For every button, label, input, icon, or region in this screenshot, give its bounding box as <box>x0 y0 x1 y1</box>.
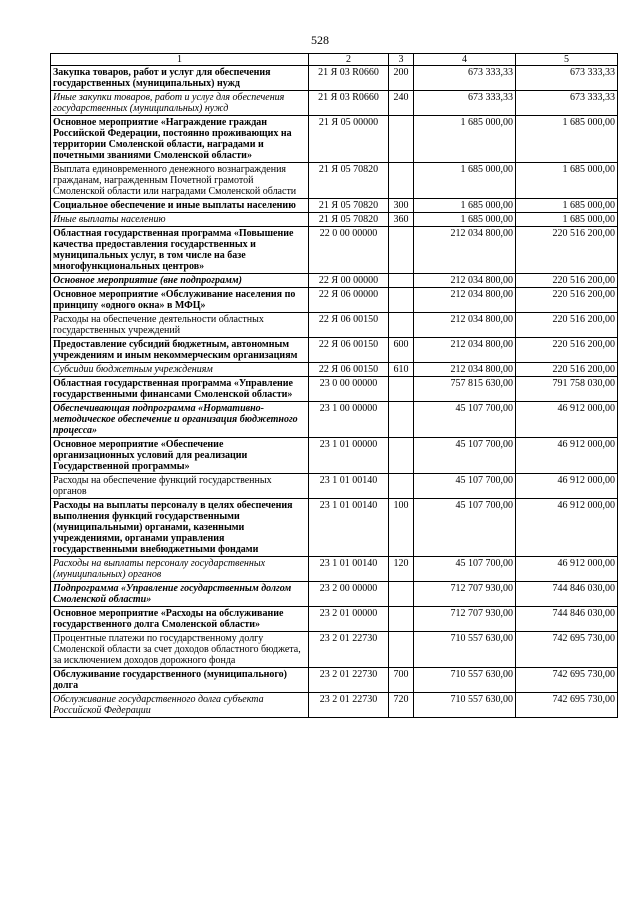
row-amount-2019-cell: 212 034 800,00 <box>414 363 516 377</box>
row-name-cell: Основное мероприятие «Обеспечение организационных условий для реализации Государственной программы» <box>51 438 309 474</box>
table-row <box>51 693 618 718</box>
table-row <box>51 274 618 288</box>
row-amount-2020-cell: 742 695 730,00 <box>516 632 618 668</box>
row-amount-2020-cell: 744 846 030,00 <box>516 607 618 632</box>
row-type-cell: 600 <box>389 338 414 363</box>
row-name-cell: Основное мероприятие «Награждение граждан Российской Федерации, постоянно проживающих на территории Смоленской области, наградами и почетными званиями Смоленской области» <box>51 116 309 163</box>
row-code-cell: 21 Я 05 70820 <box>309 213 389 227</box>
row-type-cell <box>389 274 414 288</box>
row-type-cell <box>389 402 414 438</box>
table-row <box>51 227 618 274</box>
row-code-cell: 22 Я 06 00150 <box>309 363 389 377</box>
row-amount-2019-cell: 757 815 630,00 <box>414 377 516 402</box>
row-amount-2019-cell: 1 685 000,00 <box>414 213 516 227</box>
row-type-cell <box>389 632 414 668</box>
row-type-cell <box>389 227 414 274</box>
row-name-cell: Предоставление субсидий бюджетным, автономным учреждениям и иным некоммерческим организациям <box>51 338 309 363</box>
row-type-cell: 360 <box>389 213 414 227</box>
budget-table <box>50 53 618 718</box>
row-code-cell: 21 Я 05 70820 <box>309 199 389 213</box>
row-name-cell: Расходы на обеспечение функций государственных органов <box>51 474 309 499</box>
row-code-cell: 23 1 00 00000 <box>309 402 389 438</box>
row-code-cell: 23 1 01 00000 <box>309 438 389 474</box>
row-amount-2019-cell: 710 557 630,00 <box>414 668 516 693</box>
row-amount-2019-cell: 1 685 000,00 <box>414 163 516 199</box>
row-amount-2019-cell: 45 107 700,00 <box>414 474 516 499</box>
row-type-cell: 100 <box>389 499 414 557</box>
row-code-cell: 21 Я 05 00000 <box>309 116 389 163</box>
row-amount-2020-cell: 46 912 000,00 <box>516 499 618 557</box>
row-type-cell: 700 <box>389 668 414 693</box>
row-name-cell: Подпрограмма «Управление государственным долгом Смоленской области» <box>51 582 309 607</box>
row-name-cell: Субсидии бюджетным учреждениям <box>51 363 309 377</box>
table-row <box>51 377 618 402</box>
table-row <box>51 438 618 474</box>
row-code-cell: 23 0 00 00000 <box>309 377 389 402</box>
table-row <box>51 402 618 438</box>
table-row <box>51 213 618 227</box>
row-code-cell: 23 2 01 22730 <box>309 668 389 693</box>
row-amount-2020-cell: 791 758 030,00 <box>516 377 618 402</box>
row-name-cell: Основное мероприятие (вне подпрограмм) <box>51 274 309 288</box>
row-code-cell: 22 Я 06 00150 <box>309 338 389 363</box>
row-name-cell: Расходы на выплаты персоналу в целях обеспечения выполнения функций государственными (муниципальными) органами, казенными учреждениями, органами управления государственными внебюджетными фондами <box>51 499 309 557</box>
row-name-cell: Основное мероприятие «Обслуживание населения по принципу «одного окна» в МФЦ» <box>51 288 309 313</box>
row-type-cell <box>389 377 414 402</box>
row-amount-2020-cell: 220 516 200,00 <box>516 363 618 377</box>
row-amount-2020-cell: 46 912 000,00 <box>516 474 618 499</box>
row-amount-2019-cell: 1 685 000,00 <box>414 199 516 213</box>
table-row <box>51 91 618 116</box>
row-code-cell: 23 1 01 00140 <box>309 474 389 499</box>
row-type-cell <box>389 288 414 313</box>
row-amount-2019-cell: 45 107 700,00 <box>414 438 516 474</box>
page-number: 528 <box>311 33 329 47</box>
row-amount-2019-cell: 45 107 700,00 <box>414 402 516 438</box>
row-name-cell: Процентные платежи по государственному долгу Смоленской области за счет доходов областного бюджета, за исключением доходов дорожного фонда <box>51 632 309 668</box>
row-code-cell: 23 2 01 22730 <box>309 693 389 718</box>
row-amount-2019-cell: 212 034 800,00 <box>414 288 516 313</box>
table-row <box>51 163 618 199</box>
row-code-cell: 21 Я 05 70820 <box>309 163 389 199</box>
row-name-cell: Иные выплаты населению <box>51 213 309 227</box>
row-amount-2019-cell: 212 034 800,00 <box>414 227 516 274</box>
row-code-cell: 22 0 00 00000 <box>309 227 389 274</box>
row-code-cell: 22 Я 06 00150 <box>309 313 389 338</box>
row-type-cell: 200 <box>389 66 414 91</box>
row-code-cell: 23 2 01 00000 <box>309 607 389 632</box>
row-type-cell <box>389 474 414 499</box>
row-amount-2019-cell: 673 333,33 <box>414 66 516 91</box>
row-code-cell: 23 1 01 00140 <box>309 499 389 557</box>
row-name-cell: Обслуживание государственного долга субъекта Российской Федерации <box>51 693 309 718</box>
column-header-5: 5 <box>516 54 618 66</box>
table-row <box>51 499 618 557</box>
row-type-cell <box>389 607 414 632</box>
row-type-cell <box>389 438 414 474</box>
column-header-1: 1 <box>51 54 309 66</box>
row-code-cell: 22 Я 00 00000 <box>309 274 389 288</box>
column-number-row <box>51 54 618 66</box>
row-type-cell: 610 <box>389 363 414 377</box>
row-amount-2020-cell: 220 516 200,00 <box>516 338 618 363</box>
table-body <box>51 66 618 718</box>
table-row <box>51 582 618 607</box>
row-code-cell: 23 2 01 22730 <box>309 632 389 668</box>
column-header-3: 3 <box>389 54 414 66</box>
row-name-cell: Областная государственная программа «Повышение качества предоставления государственных и муниципальных услуг, в том числе на базе многофункциональных центров» <box>51 227 309 274</box>
table-row <box>51 363 618 377</box>
row-code-cell: 22 Я 06 00000 <box>309 288 389 313</box>
row-name-cell: Обеспечивающая подпрограмма «Нормативно-методическое обеспечение и организация бюджетного процесса» <box>51 402 309 438</box>
row-amount-2020-cell: 220 516 200,00 <box>516 227 618 274</box>
row-code-cell: 21 Я 03 R0660 <box>309 91 389 116</box>
row-amount-2020-cell: 1 685 000,00 <box>516 163 618 199</box>
row-amount-2020-cell: 1 685 000,00 <box>516 116 618 163</box>
table-row <box>51 557 618 582</box>
row-name-cell: Обслуживание государственного (муниципального) долга <box>51 668 309 693</box>
row-amount-2019-cell: 712 707 930,00 <box>414 582 516 607</box>
column-header-4: 4 <box>414 54 516 66</box>
row-name-cell: Областная государственная программа «Управление государственными финансами Смоленской области» <box>51 377 309 402</box>
table-row <box>51 199 618 213</box>
table-row <box>51 66 618 91</box>
row-name-cell: Выплата единовременного денежного вознаграждения гражданам, награжденным Почетной грамотой Смоленской области или наградами Смоленской области <box>51 163 309 199</box>
row-amount-2020-cell: 220 516 200,00 <box>516 274 618 288</box>
row-name-cell: Основное мероприятие «Расходы на обслуживание государственного долга Смоленской области» <box>51 607 309 632</box>
row-amount-2020-cell: 46 912 000,00 <box>516 402 618 438</box>
row-name-cell: Расходы на выплаты персоналу государственных (муниципальных) органов <box>51 557 309 582</box>
row-amount-2019-cell: 710 557 630,00 <box>414 632 516 668</box>
row-amount-2019-cell: 673 333,33 <box>414 91 516 116</box>
row-amount-2020-cell: 744 846 030,00 <box>516 582 618 607</box>
row-amount-2019-cell: 710 557 630,00 <box>414 693 516 718</box>
row-type-cell <box>389 163 414 199</box>
row-amount-2019-cell: 212 034 800,00 <box>414 313 516 338</box>
row-amount-2020-cell: 46 912 000,00 <box>516 438 618 474</box>
row-type-cell: 720 <box>389 693 414 718</box>
row-amount-2019-cell: 712 707 930,00 <box>414 607 516 632</box>
row-type-cell: 120 <box>389 557 414 582</box>
row-amount-2020-cell: 742 695 730,00 <box>516 693 618 718</box>
column-header-2: 2 <box>309 54 389 66</box>
row-amount-2020-cell: 673 333,33 <box>516 91 618 116</box>
row-name-cell: Расходы на обеспечение деятельности областных государственных учреждений <box>51 313 309 338</box>
table-row <box>51 288 618 313</box>
row-type-cell <box>389 116 414 163</box>
table-row <box>51 668 618 693</box>
row-amount-2019-cell: 212 034 800,00 <box>414 338 516 363</box>
table-row <box>51 607 618 632</box>
row-amount-2020-cell: 673 333,33 <box>516 66 618 91</box>
table-row <box>51 338 618 363</box>
row-code-cell: 21 Я 03 R0660 <box>309 66 389 91</box>
row-amount-2020-cell: 742 695 730,00 <box>516 668 618 693</box>
table-row <box>51 474 618 499</box>
row-amount-2020-cell: 220 516 200,00 <box>516 288 618 313</box>
table-row <box>51 116 618 163</box>
row-name-cell: Иные закупки товаров, работ и услуг для обеспечения государственных (муниципальных) нужд <box>51 91 309 116</box>
table-row <box>51 313 618 338</box>
row-type-cell <box>389 313 414 338</box>
row-type-cell: 240 <box>389 91 414 116</box>
row-type-cell: 300 <box>389 199 414 213</box>
row-amount-2019-cell: 45 107 700,00 <box>414 557 516 582</box>
table-row <box>51 632 618 668</box>
row-amount-2019-cell: 45 107 700,00 <box>414 499 516 557</box>
row-amount-2020-cell: 1 685 000,00 <box>516 213 618 227</box>
row-amount-2020-cell: 46 912 000,00 <box>516 557 618 582</box>
row-name-cell: Закупка товаров, работ и услуг для обеспечения государственных (муниципальных) нужд <box>51 66 309 91</box>
row-code-cell: 23 2 00 00000 <box>309 582 389 607</box>
row-amount-2020-cell: 1 685 000,00 <box>516 199 618 213</box>
row-amount-2019-cell: 1 685 000,00 <box>414 116 516 163</box>
row-name-cell: Социальное обеспечение и иные выплаты населению <box>51 199 309 213</box>
row-amount-2019-cell: 212 034 800,00 <box>414 274 516 288</box>
row-amount-2020-cell: 220 516 200,00 <box>516 313 618 338</box>
row-code-cell: 23 1 01 00140 <box>309 557 389 582</box>
row-type-cell <box>389 582 414 607</box>
